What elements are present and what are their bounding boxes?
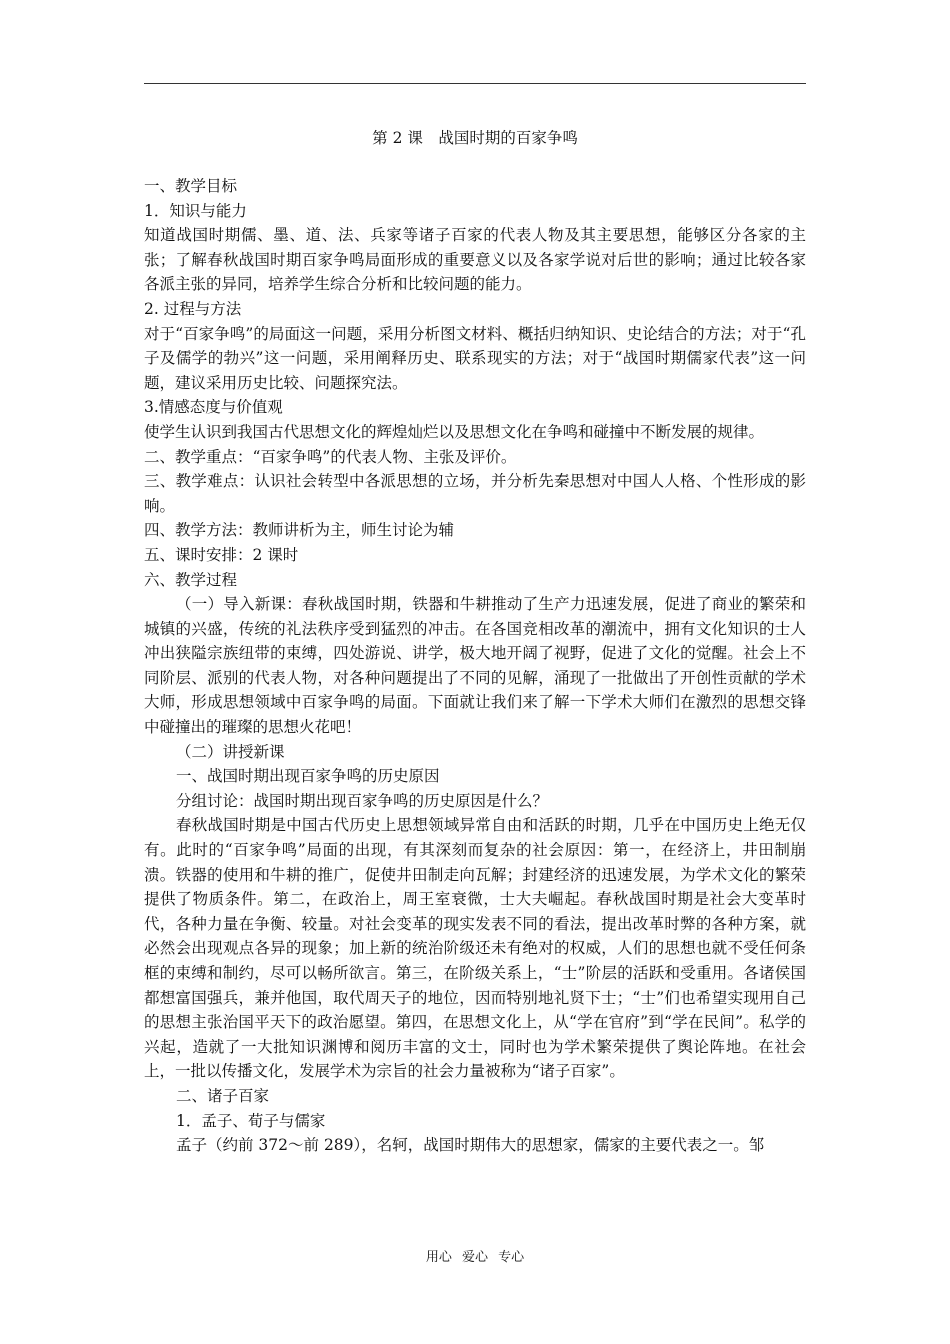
paragraph: （二）讲授新课 [176,742,285,761]
paragraph: 三、教学难点：认识社会转型中各派思想的立场，并分析先秦思想对中国人人格、个性形成的影响。 [144,472,806,515]
paragraph: 四、教学方法：教师讲析为主，师生讨论为辅 [144,521,455,540]
paragraph: 六、教学过程 [144,570,238,589]
paragraph: 一、战国时期出现百家争鸣的历史原因 [176,767,440,786]
paragraph: （一）导入新课：春秋战国时期，铁器和牛耕推动了生产力迅速发展，促进了商业的繁荣和城镇的兴盛，传统的礼法秩序受到猛烈的冲击。在各国竞相改革的潮流中，拥有文化知识的士人冲出狭隘宗族纽带的束缚，四处游说、讲学，极大地开阔了视野，促进了文化的觉醒。社会上不同阶层、派别的代表人物，对各种问题提出了不同的见解，涌现了一批做出了开创性贡献的学术大师，形成思想领域中百家争鸣的局面。下面就让我们来了解一下学术大师们在激烈的思想交锋中碰撞出的璀璨的思想火花吧！ [144,595,806,737]
paragraph: 2. 过程与方法 [144,299,242,318]
paragraph: 分组讨论：战国时期出现百家争鸣的历史原因是什么？ [176,791,549,810]
header-rule [144,83,806,84]
lesson-title: 第 2 课 战国时期的百家争鸣 [372,129,578,147]
paragraph: 二、教学重点：“百家争鸣”的代表人物、主张及评价。 [144,447,517,466]
page-footer: 用心 爱心 专心 [425,1250,525,1265]
paragraph: 二、诸子百家 [176,1086,270,1105]
paragraph: 知道战国时期儒、墨、道、法、兵家等诸子百家的代表人物及其主要思想，能够区分各家的主张；了解春秋战国时期百家争鸣局面形成的重要意义以及各家学说对后世的影响；通过比较各家各派主张的异同，培养学生综合分析和比较问题的能力。 [144,226,806,294]
paragraph: 春秋战国时期是中国古代历史上思想领域异常自由和活跃的时期，几乎在中国历史上绝无仅有。此时的“百家争鸣”局面的出现，有其深刻而复杂的社会原因：第一，在经济上，井田制崩溃。铁器的使用和牛耕的推广，促使井田制走向瓦解；封建经济的迅速发展，为学术文化的繁荣提供了物质条件。第二，在政治上，周王室衰微，士大夫崛起。春秋战国时期是社会大变革时代，各种力量在争衡、较量。对社会变革的现实发表不同的看法，提出改革时弊的各种方案，就必然会出现观点各异的现象；加上新的统治阶级还未有绝对的权威，人们的思想也就不受任何条框的束缚和制约，尽可以畅所欲言。第三，在阶级关系上，“士”阶层的活跃和受重用。各诸侯国都想富国强兵，兼并他国，取代周天子的地位，因而特别地礼贤下士；“士”们也希望实现用自己的思想主张治国平天下的政治愿望。第四，在思想文化上，从“学在官府”到“学在民间”。私学的兴起，造就了一大批知识渊博和阅历丰富的文士，同时也为学术繁荣提供了舆论阵地。在社会上，一批以传播文化，发展学术为宗旨的社会力量被称为“诸子百家”。 [144,816,806,1081]
paragraph: 1．孟子、荀子与儒家 [176,1111,326,1130]
paragraph: 孟子（约前 372～前 289），名轲，战国时期伟大的思想家，儒家的主要代表之一。邹 [176,1136,765,1155]
paragraph: 使学生认识到我国古代思想文化的辉煌灿烂以及思想文化在争鸣和碰撞中不断发展的规律。 [144,422,765,441]
paragraph: 对于“百家争鸣”的局面这一问题，采用分析图文材料、概括归纳知识、史论结合的方法；对于“孔子及儒学的勃兴”这一问题，采用阐释历史、联系现实的方法；对于“战国时期儒家代表”这一问题，建议采用历史比较、问题探究法。 [144,324,806,392]
paragraph: 3.情感态度与价值观 [144,398,283,417]
paragraph: 五、课时安排：2 课时 [144,545,299,564]
paragraph: 一、教学目标 [144,177,238,195]
paragraph: 1．知识与能力 [144,201,247,220]
document-body [144,174,806,1158]
